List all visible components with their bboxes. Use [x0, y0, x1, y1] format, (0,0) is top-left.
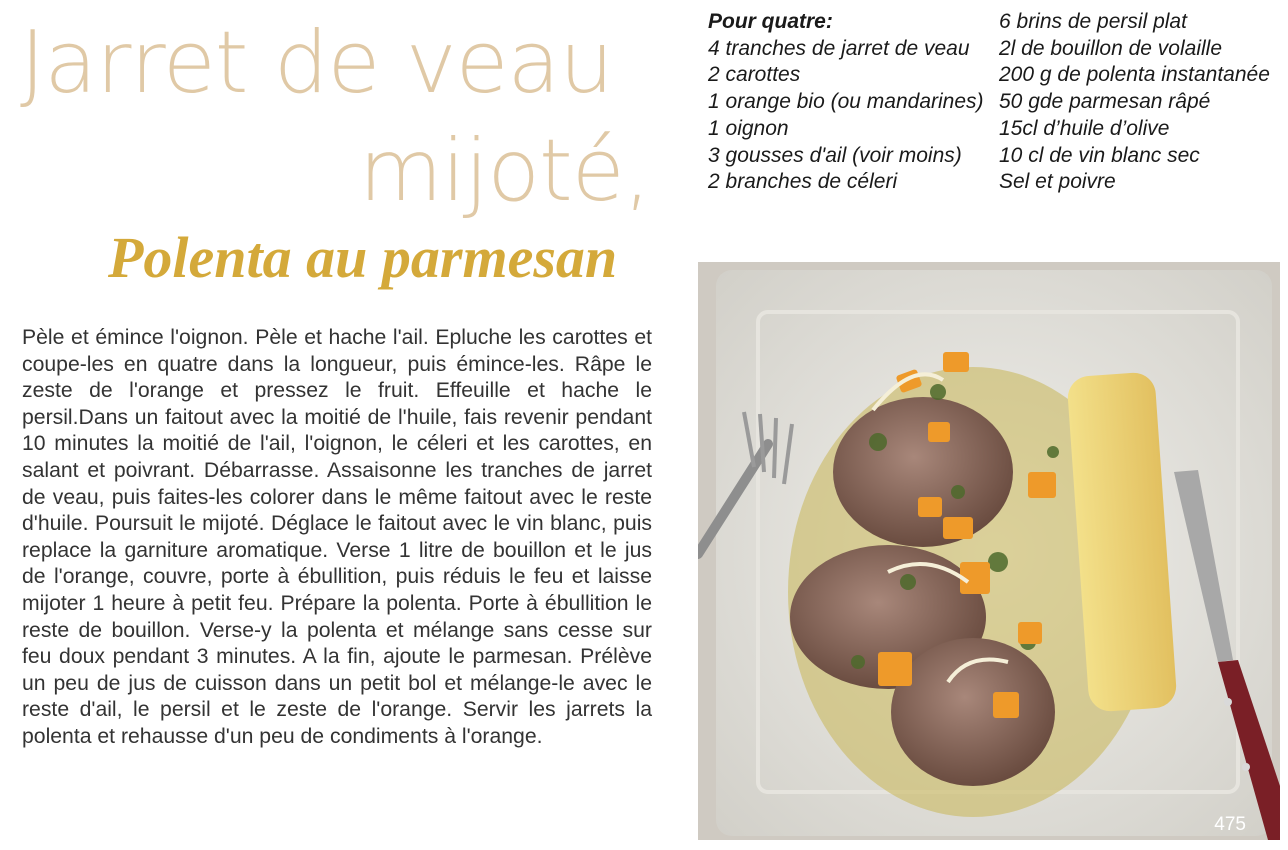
dish-photo: [698, 262, 1280, 840]
instructions-text: Pèle et émince l'oignon. Pèle et hache l'ail. Epluche les carottes et coupe-les en quatre dans la longueur, puis émince-les. Râpe le zeste de l'orange et pressez le fruit. Effeuille et hache le persil.Dans un faitout avec la moitié de l'huile, fais revenir pendant 10 minutes la moitié de l'ail, l'oignon, le céleri et les carottes, en salant et poivrant. Débarrasse. Assaisonne les tranches de jarret de veau, puis faites-les colorer dans le même faitout avec le reste d'huile. Poursuit le mijoté. Déglace le faitout avec le vin blanc, puis replace la garniture aromatique. Verse 1 litre de bouillon et le jus de l'orange, couvre, porte à ébullition, puis réduis le feu et laisse mijoter 1 heure à petit feu. Prépare la polenta. Porte à ébullition le reste de bouillon. Verse-y la polenta et mélange sans cesse sur feu doux pendant 3 minutes. A la fin, ajoute le parmesan. Prélève un peu de jus de cuisson dans un petit bol et mélange-le avec le reste d'ail, le persil et le zeste de l'orange. Servir les jarrets la polenta et rehausse d'un peu de condiments à l'orange.: [22, 326, 652, 748]
ingredient-item: 4 tranches de jarret de veau: [708, 36, 970, 60]
ingredient-item: 10 cl de vin blanc sec: [999, 143, 1200, 167]
ingredient-item: Sel et poivre: [999, 170, 1116, 194]
subtitle: Polenta au parmesan: [108, 225, 618, 290]
ingredient-item: 1 oignon: [708, 116, 789, 140]
dish-illustration: [698, 262, 1280, 840]
ingredient-item: 6 brins de persil plat: [999, 10, 1187, 33]
ingredient-item: 50 gde parmesan râpé: [999, 90, 1211, 114]
ingredients-column-1: [708, 9, 993, 196]
ingredients-column-2: [999, 9, 1284, 196]
title-line-2: mijoté,: [358, 121, 650, 221]
ingredient-item: 2 branches de céleri: [708, 170, 898, 194]
title-line-1: Jarret de veau: [20, 13, 613, 113]
ingredient-item: 200 g de polenta instantanée: [999, 63, 1270, 87]
ingredient-item: 1 orange bio (ou mandarines): [708, 90, 984, 114]
ingredient-item: 2l de bouillon de volaille: [999, 36, 1222, 60]
ingredient-item: 15cl d’huile d’olive: [999, 116, 1170, 140]
page-number: 475: [1214, 814, 1246, 835]
ingredient-item: 3 gousses d'ail (voir moins): [708, 143, 962, 167]
ingredients-heading: Pour quatre:: [708, 10, 833, 33]
ingredient-item: 2 carottes: [708, 63, 801, 87]
